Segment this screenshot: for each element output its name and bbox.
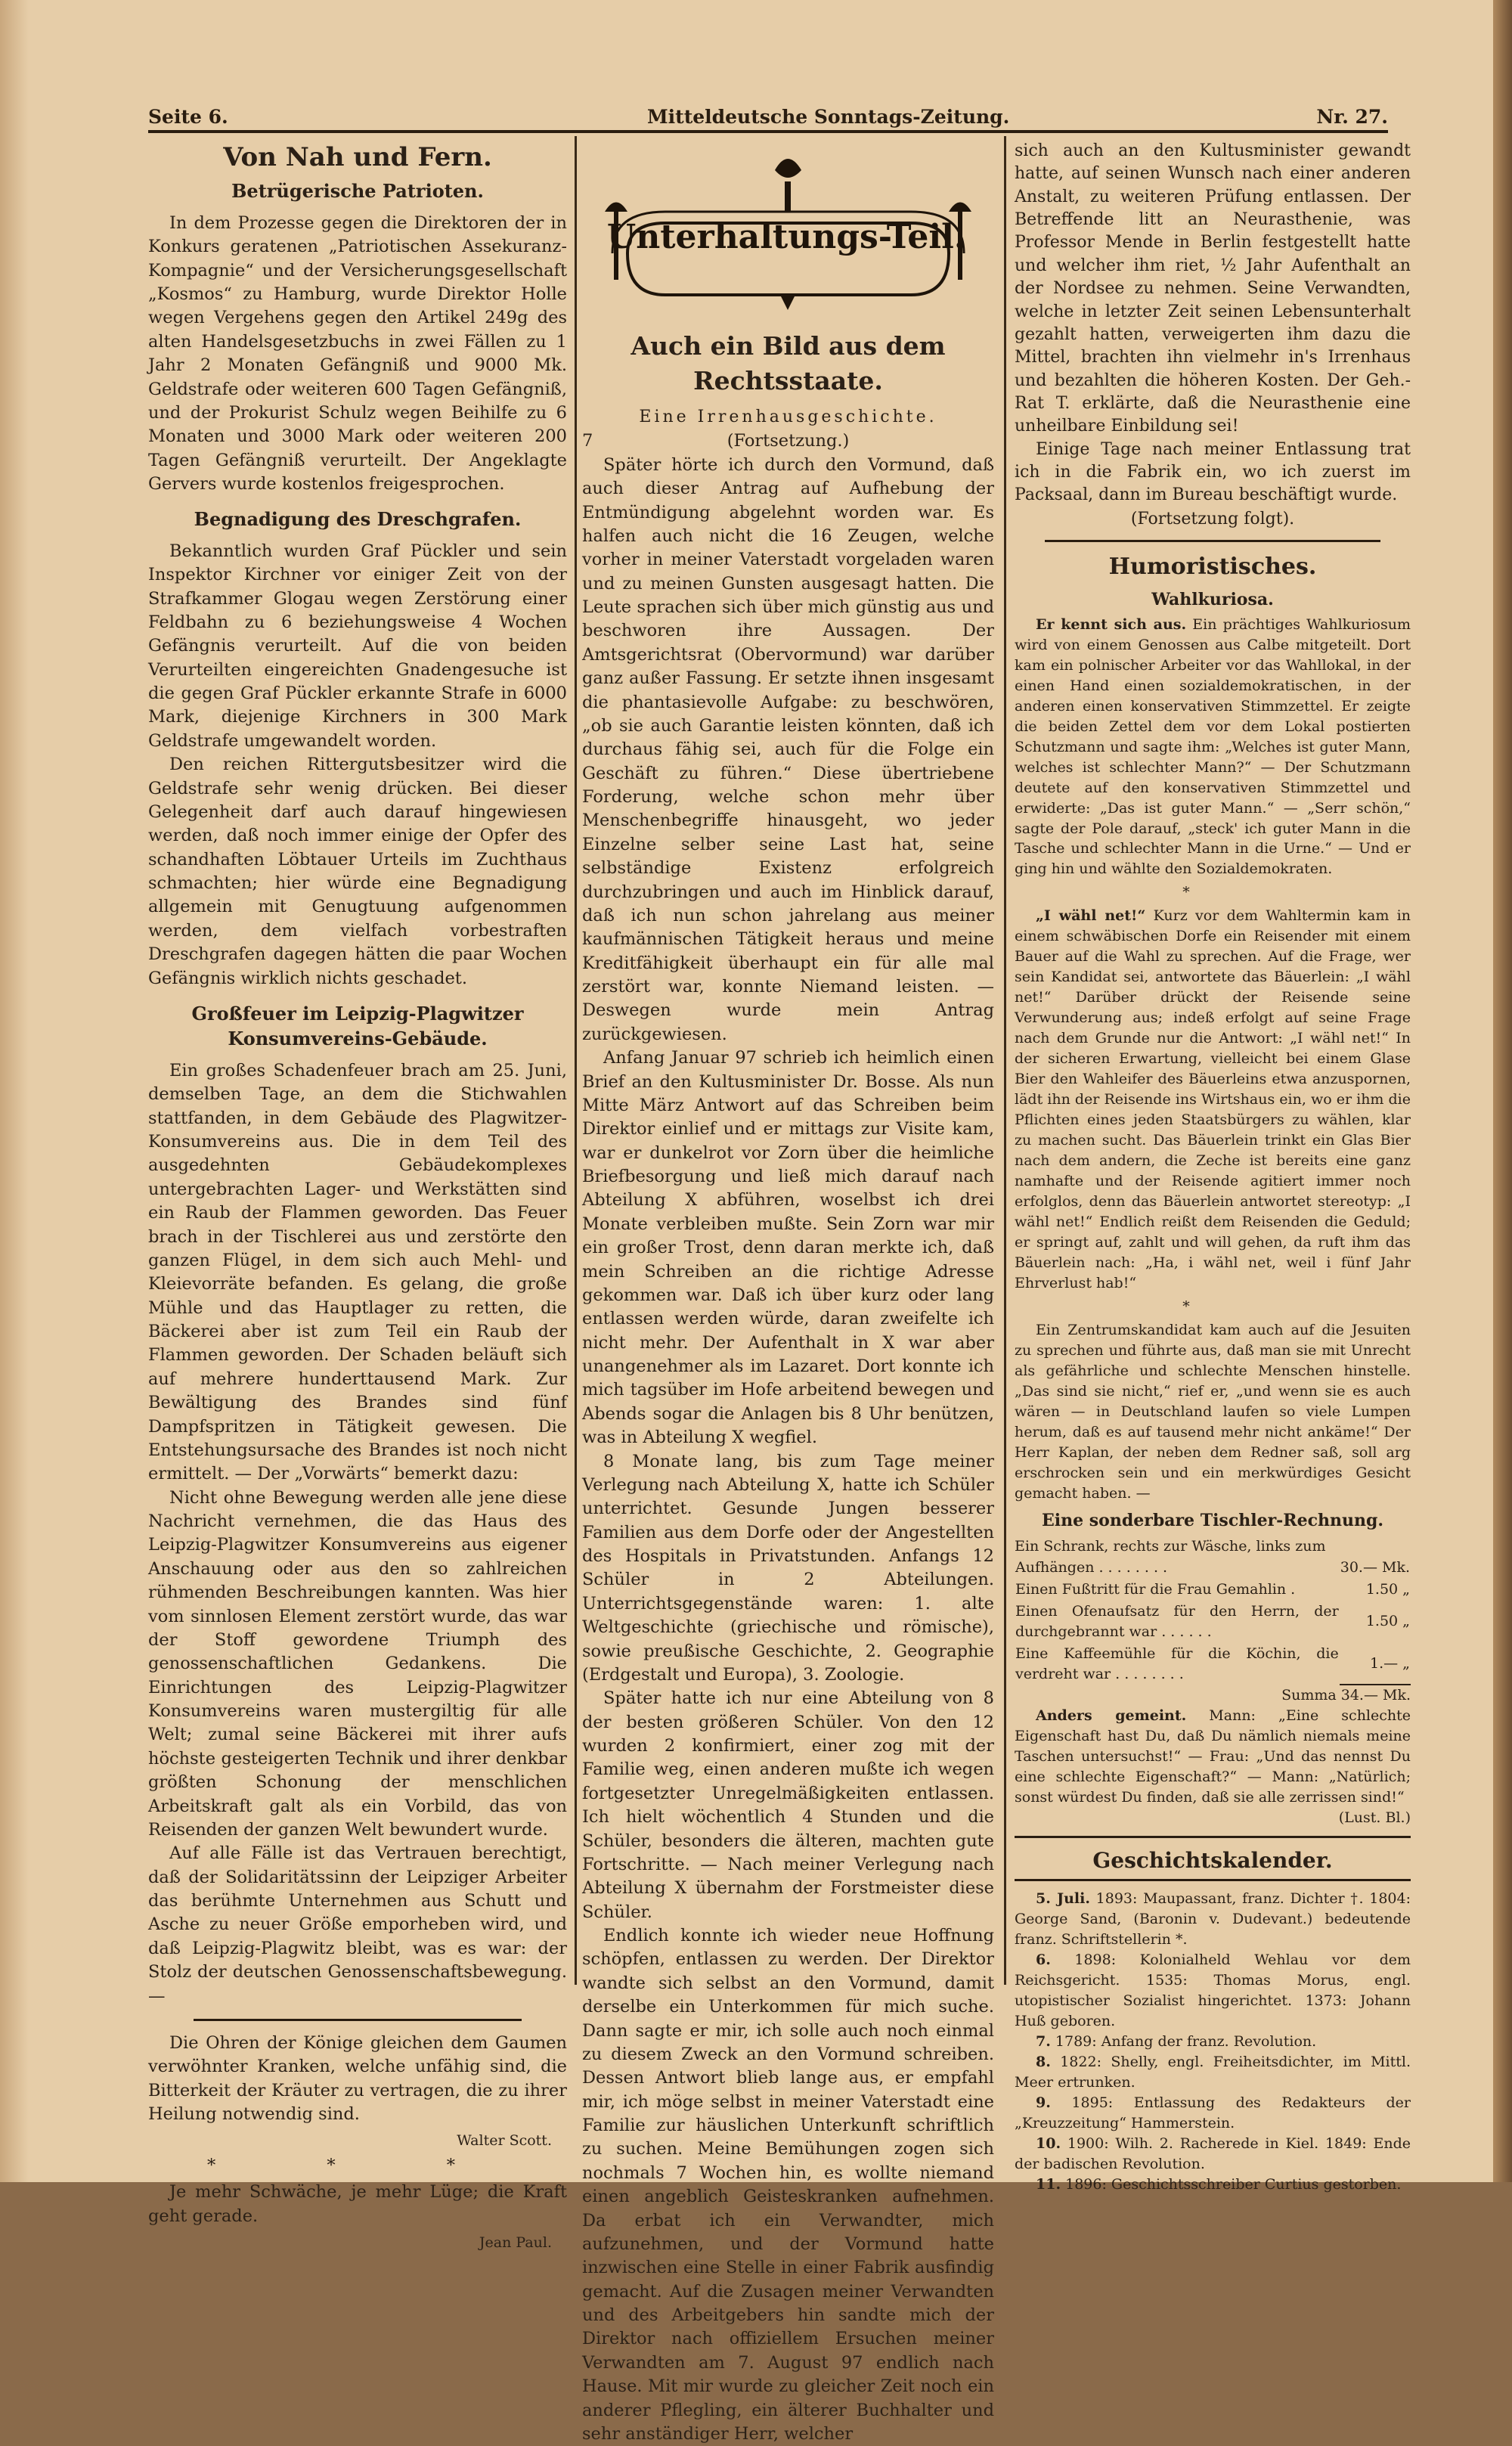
bill-amount: 1.— „ bbox=[1340, 1643, 1411, 1685]
story-title: Auch ein Bild aus dem Rechtsstaate. bbox=[631, 331, 946, 396]
calendar-text: 1898: Kolonialheld Wehlau vor dem Reichsgericht. 1535: Thomas Morus, engl. utopistischer Sozialist hingerichtet. 1373: Johann Huß geboren. bbox=[1015, 1951, 1411, 2029]
anecdote-body: Mann: „Eine schlechte Eigenschaft hast Du, daß Du nämlich niemals meine Taschen untersuchst!“ — Frau: „Und das nennst Du eine schlechte Eigenschaft?“ — Mann: „Natürlich; sonst würdest Du finden, daß sie alle zerrissen sind!“ bbox=[1015, 1707, 1411, 1806]
article-title: Eine sonderbare Tischler-Rechnung. bbox=[1042, 1511, 1383, 1531]
anecdote-body: Kurz vor dem Wahltermin kam in einem schwäbischen Dorfe ein Reisender mit einem Bauer auf die Wahl zu sprechen. Auf die Frage, wer sein Kandidat sei, antwortete das Bäuerlein: „I wähl net!“ Darüber drückt der Reisende seine Verwunderung aus; indeß erfolgt auf seine Frage nach dem Grunde nur die Antwort: „I wähl net!“ In der sicheren Erwartung, vielleicht bei einem Glase Bier den Wahleifer des Bäuerleins etwa anzuspornen, lädt ihn der Reisende ins Wirtshaus ein, wo er ihm die Pflichten eines jeden Staatsbürgers zu wählen, klar zu machen sucht. Das Bäuerlein trinkt ein Glas Bier nach dem andern, die Zeche ist bereits eine ganz namhafte und der Reisende agitiert immer noch erfolglos, denn das Bäuerlein antwortet stereotyp: „I wähl net!“ Endlich reißt dem Reisenden die Geduld; er springt auf, zahlt und will gehen, da ruft ihm das Bäuerlein nach: „Ha, i wähl net, weil i fünf Jahr Ehrverlust hab!“ bbox=[1015, 907, 1411, 1291]
quote-author: Walter Scott. bbox=[457, 2132, 552, 2150]
anecdote-title: „I wähl net!“ bbox=[1036, 907, 1146, 925]
calendar-entry bbox=[1015, 2032, 1411, 2052]
article-text: Ein großes Schadenfeuer brach am 25. Juni, demselben Tage, an dem die Stichwahlen stattfanden, in dem Gebäude des Plagwitzer-Konsumvereins aus. Die in dem Teil des ausgedehnten Gebäudekomplexes untergebrachten Lager- und Werkstätten sind ein Raub der Flammen geworden. Das Feuer brach in der Tischlerei aus und zerstörte den ganzen Flügel, in dem sich auch Mehl- und Kleievorräte befanden. Es gelang, die große Mühle und das Hauptlager zu retten, die Bäckerei aber ist zum Teil ein Raub der Flammen geworden. Der Schaden beläuft sich auf mehrere hunderttausend Mark. Zur Bewältigung des Brandes sind fünf Dampfspritzen in Tätigkeit gewesen. Die Entstehungsursache des Brandes ist noch nicht ermittelt. — Der „Vorwärts“ bemerkt dazu: bbox=[148, 1060, 567, 1484]
column-divider bbox=[1004, 136, 1006, 1985]
section-title: Von Nah und Fern. bbox=[223, 142, 492, 172]
table-row bbox=[1015, 1579, 1411, 1601]
calendar-entry bbox=[1015, 1950, 1411, 2032]
header-rule bbox=[148, 130, 1388, 133]
calendar-text: 1895: Entlassung des Redakteurs der „Kreuzzeitung“ Hammerstein. bbox=[1015, 2094, 1411, 2131]
article-title: Wahlkuriosa. bbox=[1151, 589, 1274, 609]
calendar-text: 1896: Geschichtsschreiber Curtius gestorben. bbox=[1065, 2175, 1402, 2193]
page-number: Seite 6. bbox=[148, 106, 228, 128]
section-title: Geschichtskalender. bbox=[1092, 1848, 1333, 1874]
story-text: Einige Tage nach meiner Entlassung trat ich in die Fabrik ein, wo ich zuerst im Packsaal, dann im Bureau beschäftigt wurde. bbox=[1015, 439, 1411, 505]
table-row bbox=[1015, 1601, 1411, 1643]
calendar-day: 5. Juli. bbox=[1036, 1890, 1090, 1908]
story-text: 8 Monate lang, bis zum Tage meiner Verlegung nach Abteilung X, hatte ich Schüler unterrichtet. Gesunde Jungen besserer Familien aus dem Dorfe oder der Angestellten des Hospitals in Privatstunden. Anfangs 12 Schüler in 2 Abteilungen. Unterrichtsgegenstände waren: 1. alte Weltgeschichte (griechische und römische), sowie preußische Geschichte, 2. Geographie (Erdgestalt und Europa), 3. Zoologie. bbox=[582, 1451, 994, 1685]
anecdote-text bbox=[1015, 1706, 1411, 1808]
story-text: Später hatte ich nur eine Abteilung von 8 der besten größeren Schüler. Von den 12 wurden 2 konfirmiert, einer zog mit der Familie weg, einen anderen mußte ich wegen fortgesetzter Unregelmäßigkeiten entlassen. Ich hielt wöchentlich 4 Stunden und die Schüler, besonders die älteren, machten gute Fortschritte. — Nach meiner Verlegung nach Abteilung X übernahm der Forstmeister diese Schüler. bbox=[582, 1688, 994, 1922]
continued-note: (Fortsetzung.) bbox=[727, 430, 850, 451]
anecdote-text bbox=[1015, 615, 1411, 880]
story-meta bbox=[582, 429, 994, 454]
calendar-text: 1789: Anfang der franz. Revolution. bbox=[1055, 2032, 1317, 2050]
section-title: Unterhaltungs-Teil. bbox=[606, 218, 966, 256]
divider-rule bbox=[1015, 1879, 1411, 1881]
anecdote-body: Ein prächtiges Wahlkuriosum wird von einem Genossen aus Calbe mitgeteilt. Dort kam ein polnischer Arbeiter vor das Wahllokal, in der einen Hand einen sozialdemokratischen, in der anderen einen konservativen Stimmzettel. Er zeigte die beiden Zettel dem vor dem Lokal postierten Schutzmann und sagte ihm: „Welches ist guter Mann, welches ist schlechter Mann?“ — Der Schutzmann deutete auf den konservativen Stimmzettel und erwiderte: „Das ist guter Mann.“ — „Serr schön,“ sagte der Pole darauf, „steck' ich guter Mann in die Tasche und schlechter Mann in die Urne.“ — Und er ging hin und wählte den Sozialdemokraten. bbox=[1015, 615, 1411, 878]
calendar-text: 1822: Shelly, engl. Freiheitsdichter, im Mittl. Meer ertrunken. bbox=[1015, 2053, 1411, 2091]
calendar-entry bbox=[1015, 2052, 1411, 2093]
bill-amount: 30.— Mk. bbox=[1340, 1558, 1410, 1576]
quote-text: Je mehr Schwäche, je mehr Lüge; die Kraft geht gerade. bbox=[148, 2182, 567, 2226]
bill-intro: Ein Schrank, rechts zur Wäsche, links zum bbox=[1015, 1537, 1326, 1555]
table-row bbox=[1015, 1557, 1411, 1579]
installment-number: 7 bbox=[582, 430, 593, 451]
story-subtitle: Eine Irrenhausgeschichte. bbox=[639, 408, 937, 427]
calendar-entry bbox=[1015, 2175, 1411, 2195]
story-text: Endlich konnte ich wieder neue Hoffnung schöpfen, entlassen zu werden. Der Direktor wandte sich selbst an den Vormund, damit derselbe ein Unterkommen für mich suche. Dann sagte er mir, ich solle auch noch einmal zu diesem Zweck an den Vormund schreiben. Dessen Antwort blieb lange aus, er empfahl mir, ich möge selbst in meiner Vaterstadt eine Familie zur häuslichen Unterkunft schriftlich zu suchen. Meine Bemühungen zogen sich nochmals 7 Wochen hin, es wollte niemand einen angeblich Geisteskranken aufnehmen. Da erbat ich ein Verwandter, mich aufzunehmen, und der Vormund hatte inzwischen eine Stelle in einer Fabrik ausfindig gemacht. Auf die Zusagen meiner Verwandten und des Arbeitgebers hin sandte mich der Direktor nach offiziellem Ersuchen meiner Verwandten am 7. August 97 endlich nach Hause. Mit mir wurde zu gleicher Zeit noch ein anderer Pflegling, ein älterer Buchhalter und sehr anständiger Herr, welcher bbox=[582, 1926, 994, 2444]
article-text: Auf alle Fälle ist das Vertrauen berechtigt, daß der Solidaritätssinn der Leipziger Arbeiter das berühmte Unternehmen aus Schutt und Asche zu neuer Größe emporheben wird, und daß Leipzig-Plagwitz bleibt, was es war: der Stolz der deutschen Genossenschaftsbewegung. — bbox=[148, 1843, 567, 2006]
calendar-entry bbox=[1015, 1889, 1411, 1950]
stars-divider: * * * bbox=[206, 2155, 509, 2175]
bill-amount: 1.50 „ bbox=[1365, 1613, 1410, 1630]
divider-rule bbox=[1015, 1836, 1411, 1838]
calendar-text: 1900: Wilh. 2. Racherede in Kiel. 1849: Ende der badischen Revolution. bbox=[1015, 2134, 1411, 2172]
table-row bbox=[1015, 1643, 1411, 1685]
story-text: Anfang Januar 97 schrieb ich heimlich einen Brief an den Kultusminister Dr. Bosse. Als nun Mitte März Antwort auf das Schreiben beim Direktor einlief und er mittags zur Visite kam, war er dunkelrot vor Zorn über die heimliche Briefbesorgung und ließ mich darauf nach Abteilung X abführen, woselbst ich drei Monate verbleiben mußte. Sein Zorn war mir ein großer Trost, denn daran merkte ich, daß mein Schreiben an die richtige Adresse gekommen war. Daß ich über kurz oder lang entlassen werden würde, daran zweifelte ich nicht mehr. Der Aufenthalt in X war aber unangenehmer als im Lazaret. Dort konnte ich mich tagsüber im Hofe arbeitend bewegen und Abends sogar die Anlagen bis 8 Uhr benützen, was in Abteilung X wegfiel. bbox=[582, 1048, 994, 1448]
feuilleton-banner bbox=[582, 140, 994, 321]
calendar-day: 11. bbox=[1036, 2175, 1061, 2193]
calendar-entry bbox=[1015, 2134, 1411, 2175]
bill-table bbox=[1015, 1557, 1411, 1686]
anecdote-source: (Lust. Bl.) bbox=[1338, 1809, 1411, 1827]
story-text: Später hörte ich durch den Vormund, daß auch dieser Antrag auf Aufhebung der Entmündigung abgelehnt worden war. Es halfen auch nicht die 16 Zeugen, welche vorher in meiner Vaterstadt vorgeladen waren und zu meinen Gunsten ausgesagt hatten. Die Leute sprachen sich über mich günstig aus und beschworen ihre Aussagen. Der Amtsgerichtsrat (Obervormund) war darüber ganz außer Fassung. Er setzte ihnen insgesamt die phantasievolle Aufgabe: zu beschwören, „ob sie auch Garantie leisten könnten, daß ich durchaus fähig sei, auch für die Folge ein Geschäft zu führen.“ Diese übertriebene Forderung, welche schon mehr über Menschenbegriffe hinausgeht, wo jeder Einzelne selber seine Last hat, seine selbständige Existenz erfolgreich durchzubringen und auch im Hinblick darauf, daß ich nun schon jahrelang aus meiner kaufmännischen Tätigkeit heraus und meine Kreditfähigkeit überhaupt ein für alle mal zerstört war, konnte Niemand leisten. — Deswegen wurde mein Antrag zurückgewiesen. bbox=[582, 454, 994, 1044]
bill-amount: 1.50 „ bbox=[1365, 1580, 1410, 1598]
column-feuilleton bbox=[582, 140, 994, 2446]
quote-text: Die Ohren der Könige gleichen dem Gaumen verwöhnter Kranken, welche unfähig sind, die Bitterkeit der Kräuter zu vertragen, die zu ihrer Heilung notwendig sind. bbox=[148, 2032, 567, 2125]
continued-note: (Fortsetzung folgt). bbox=[1130, 509, 1295, 529]
anecdote-title: Anders gemeint. bbox=[1036, 1707, 1187, 1725]
bill-item: Aufhängen . . . . . . . . bbox=[1015, 1558, 1168, 1576]
newspaper-title: Mitteldeutsche Sonntags-Zeitung. bbox=[647, 106, 1010, 128]
issue-number: Nr. 27. bbox=[1316, 106, 1388, 128]
calendar-text: 1893: Maupassant, franz. Dichter †. 1804: George Sand, (Baronin v. Dudevant.) bedeutende franz. Schriftstellerin *. bbox=[1015, 1890, 1411, 1948]
column-misc bbox=[1015, 140, 1411, 2195]
page-header bbox=[148, 106, 1388, 133]
section-title: Humoristisches. bbox=[1108, 553, 1317, 580]
article-title: Großfeuer im Leipzig-Plagwitzer Konsumvereins-Gebäude. bbox=[191, 1002, 524, 1050]
story-text: sich auch an den Kultusminister gewandt hatte, auf seinen Wunsch nach einer anderen Anstalt, zu weiteren Prüfung entlassen. Der Betreffende litt an Neurasthenie, was Professor Mende in Berlin festgestellt hatte und welcher ihm riet, ½ Jahr Aufenthalt an der Nordsee zu nehmen. Seine Verwandten, welche in letzter Zeit seinen Lebensunterhalt gezahlt hatten, verweigerten ihm dazu die Mittel, brachten ihn vielmehr in's Irrenhaus und bezahlten die höheren Kosten. Der Geh.-Rat T. erklärte, daß die Neurasthenie eine unheilbare Einbildung sei! bbox=[1015, 141, 1411, 436]
column-news bbox=[148, 140, 567, 2253]
page-fold-shadow bbox=[0, 0, 29, 2182]
divider-rule bbox=[194, 2019, 522, 2021]
column-divider bbox=[575, 136, 577, 1985]
calendar-day: 10. bbox=[1036, 2134, 1061, 2152]
page-edge bbox=[1493, 0, 1512, 2182]
article-title: Betrügerische Patrioten. bbox=[231, 180, 484, 203]
article-text: Den reichen Rittergutsbesitzer wird die Geldstrafe sehr wenig drücken. Bei dieser Gelegenheit darf auch darauf hingewiesen werden, daß noch immer einige der Opfer des schandhaften Löbtauer Urteils im Zuchthaus schmachten; hier würde eine Begnadigung allgemein mit Genugtuung aufgenommen werden, dem vielfach vorbestraften Dreschgrafen dagegen hätten die paar Wochen Gefängnis wirklich nichts geschadet. bbox=[148, 755, 567, 988]
article-text: In dem Prozesse gegen die Direktoren der in Konkurs geratenen „Patriotischen Assekuranz-Kompagnie“ und der Versicherungsgesellschaft „Kosmos“ zu Hamburg, wurde Direktor Holle wegen Vergehens gegen den Artikel 249g des alten Handelsgesetzbuchs in zwei Fällen zu 1 Jahr 2 Monaten Gefängniß und 9000 Mk. Geldstrafe oder weiteren 600 Tagen Gefängniß, und der Prokurist Schulz wegen Beihilfe zu 6 Monaten und 3000 Mark oder weiteren 200 Tagen Gefängniß verurteilt. Der Angeklagte Gervers wurde kostenlos freigesprochen. bbox=[148, 212, 567, 494]
article-title: Begnadigung des Dreschgrafen. bbox=[194, 508, 522, 531]
divider-rule bbox=[1045, 540, 1380, 542]
calendar-entry bbox=[1015, 2093, 1411, 2134]
bill-item: Einen Fußtritt für die Frau Gemahlin . bbox=[1015, 1580, 1296, 1598]
bill-sum: Summa 34.— Mk. bbox=[1281, 1687, 1411, 1704]
article-text: Bekanntlich wurden Graf Pückler und sein Inspektor Kirchner vor einiger Zeit von der Strafkammer Glogau wegen Zerstörung einer Feldbahn zu 6 beziehungsweise 4 Wochen Gefängnis verurteilt. Auf die von beiden Verurteilten eingereichten Gnadengesuche ist die gegen Graf Pückler erkannte Strafe in 6000 Mark, diejenige Kirchners in 300 Mark Geldstrafe umgewandelt worden. bbox=[148, 541, 567, 751]
anecdote-title: Er kennt sich aus. bbox=[1036, 615, 1187, 633]
anecdote-text bbox=[1015, 906, 1411, 1293]
bill-item: Eine Kaffeemühle für die Köchin, die verdreht war . . . . . . . . bbox=[1015, 1645, 1339, 1682]
calendar-day: 7. bbox=[1036, 2032, 1051, 2050]
calendar-day: 8. bbox=[1036, 2053, 1051, 2070]
bill-item: Einen Ofenaufsatz für den Herrn, der durchgebrannt war . . . . . . bbox=[1015, 1602, 1339, 1640]
anecdote-text: Ein Zentrumskandidat kam auch auf die Jesuiten zu sprechen und führte aus, daß man sie mit Unrecht als gefährliche und schlechte Menschen hinstelle. „Das sind sie nicht,“ rief er, „und wenn sie es auch wären — in Deutschland laufen so viele Lumpen herum, daß es auf tausend mehr nicht ankäme!“ Der Herr Kaplan, der neben dem Redner saß, soll arg erschrocken sein und ein merkwürdiges Gesicht gemacht haben. — bbox=[1015, 1321, 1411, 1502]
article-text: Nicht ohne Bewegung werden alle jene diese Nachricht vernehmen, die das Haus des Leipzig-Plagwitzer Konsumvereins aus eigener Anschauung oder aus den so zahlreichen rühmenden Beschreibungen kannten. Was hier vom sinnlosen Element zerstört wurde, das war der Stoff gewordene Triumph des genossenschaftlichen Gedankens. Die Einrichtungen des Leipzig-Plagwitzer Konsumvereins waren mustergiltig für alle Welt; zumal seine Bäckerei mit ihrer aufs höchste gesteigerten Technik und ihrer denkbar größten Schonung der menschlichen Arbeitskraft galt als ein Vorbild, das von Reisenden der ganzen Welt bewundert wurde. bbox=[148, 1487, 567, 1840]
stars-divider: * bbox=[1182, 1297, 1243, 1315]
calendar-day: 6. bbox=[1036, 1951, 1051, 1968]
quote-author: Jean Paul. bbox=[479, 2234, 552, 2252]
calendar-day: 9. bbox=[1036, 2094, 1051, 2111]
stars-divider: * bbox=[1182, 884, 1243, 901]
